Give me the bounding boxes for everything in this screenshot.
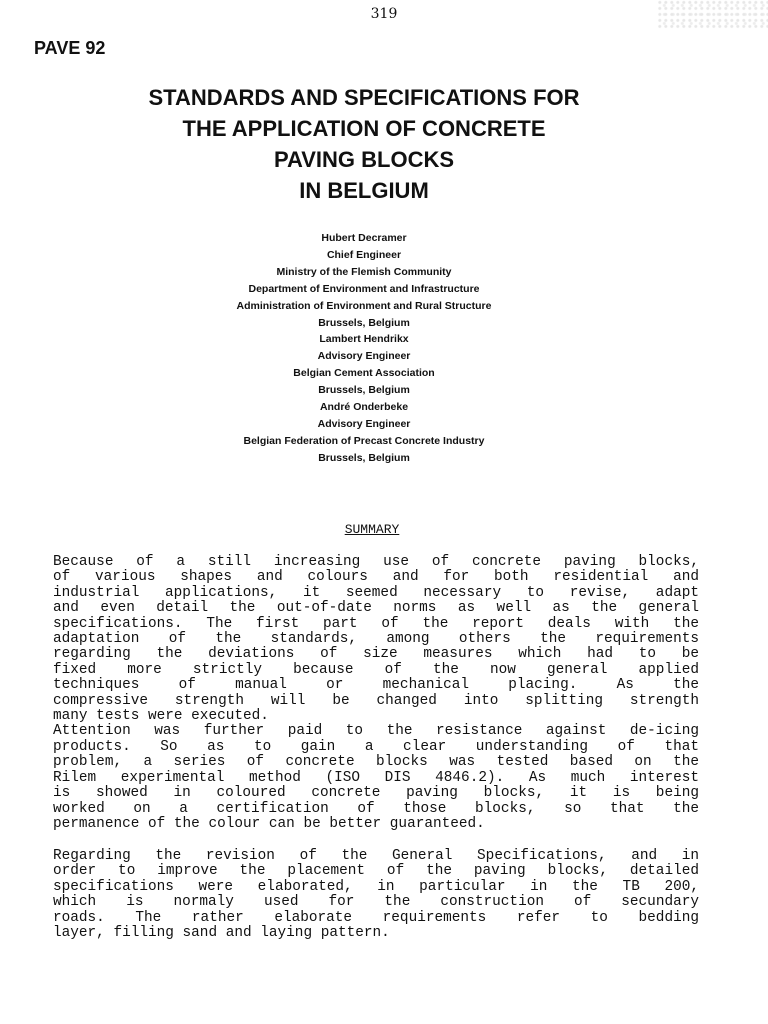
title-line: IN BELGIUM [299, 178, 429, 203]
text-line: compressive strength will be changed into splitting strength [53, 692, 699, 709]
text-line: Regarding the revision of the General Specifications, and in [53, 848, 699, 864]
text-line: which is normaly used for the construction of secundary [53, 894, 699, 911]
text-line: industrial applications, it seemed necessary to revise, adapt [53, 584, 699, 601]
author-name: André Onderbeke [319, 401, 409, 414]
text-line: fixed more strictly because of the now general applied [53, 661, 699, 678]
text-line: specifications were elaborated, in particular in the TB 200, [53, 878, 699, 895]
text-line: regarding the deviations of size measures which had to be [53, 646, 699, 663]
author-affiliation: Belgian Federation of Precast Concrete Industry [243, 434, 485, 447]
summary-paragraph-2 [53, 849, 699, 941]
text-line: and even detail the out-of-date norms as well as the general [53, 600, 699, 617]
text-line: order to improve the placement of the paving blocks, detailed [53, 863, 699, 880]
paper-title [0, 82, 728, 206]
text-line: permanence of the colour can be better guaranteed. [53, 815, 485, 832]
text-line: Because of a still increasing use of concrete paving blocks, [53, 554, 699, 570]
text-line: many tests were executed. [53, 708, 269, 725]
summary-paragraph-1 [53, 555, 699, 832]
author-role: Chief Engineer [326, 248, 402, 261]
text-line: Attention was further paid to the resistance against de-icing [53, 723, 699, 740]
text-line: worked on a certification of those blocks, so that the [53, 800, 699, 817]
author-affiliation: Ministry of the Flemish Community [276, 265, 452, 278]
text-line: products. So as to gain a clear understanding of that [53, 738, 699, 755]
author-location: Brussels, Belgium [318, 316, 410, 329]
author-role: Advisory Engineer [317, 350, 411, 363]
text-line: roads. The rather elaborate requirements refer to bedding [53, 909, 699, 926]
author-location: Brussels, Belgium [318, 384, 410, 397]
author-name: Lambert Hendrikx [319, 333, 409, 346]
author-role: Advisory Engineer [317, 417, 411, 430]
title-line: STANDARDS AND SPECIFICATIONS FOR [148, 85, 580, 110]
author-affiliation: Administration of Environment and Rural Structure [236, 299, 492, 312]
title-line: PAVING BLOCKS [273, 147, 455, 172]
author-name: Hubert Decramer [321, 232, 407, 244]
text-line: of various shapes and colours and for both residential and [53, 569, 699, 586]
summary-heading: SUMMARY [344, 522, 400, 537]
text-line: adaptation of the standards, among others the requirements [53, 631, 699, 648]
page-number: 319 [370, 6, 398, 22]
text-line: problem, a series of concrete blocks was tested based on the [53, 754, 699, 771]
text-line: techniques of manual or mechanical placing. As the [53, 677, 699, 694]
text-line: Rilem experimental method (ISO DIS 4846.2). As much interest [53, 769, 699, 786]
author-block [0, 230, 728, 467]
conference-label: PAVE 92 [34, 38, 106, 58]
text-line: layer, filling sand and laying pattern. [53, 925, 390, 942]
author-affiliation: Belgian Cement Association [293, 367, 435, 380]
title-line: THE APPLICATION OF CONCRETE [182, 116, 546, 141]
text-line: is showed in coloured concrete paving blocks, it is being [53, 785, 699, 802]
author-location: Brussels, Belgium [318, 451, 410, 464]
author-affiliation: Department of Environment and Infrastructure [248, 282, 480, 295]
text-line: specifications. The first part of the report deals with the [53, 615, 699, 632]
